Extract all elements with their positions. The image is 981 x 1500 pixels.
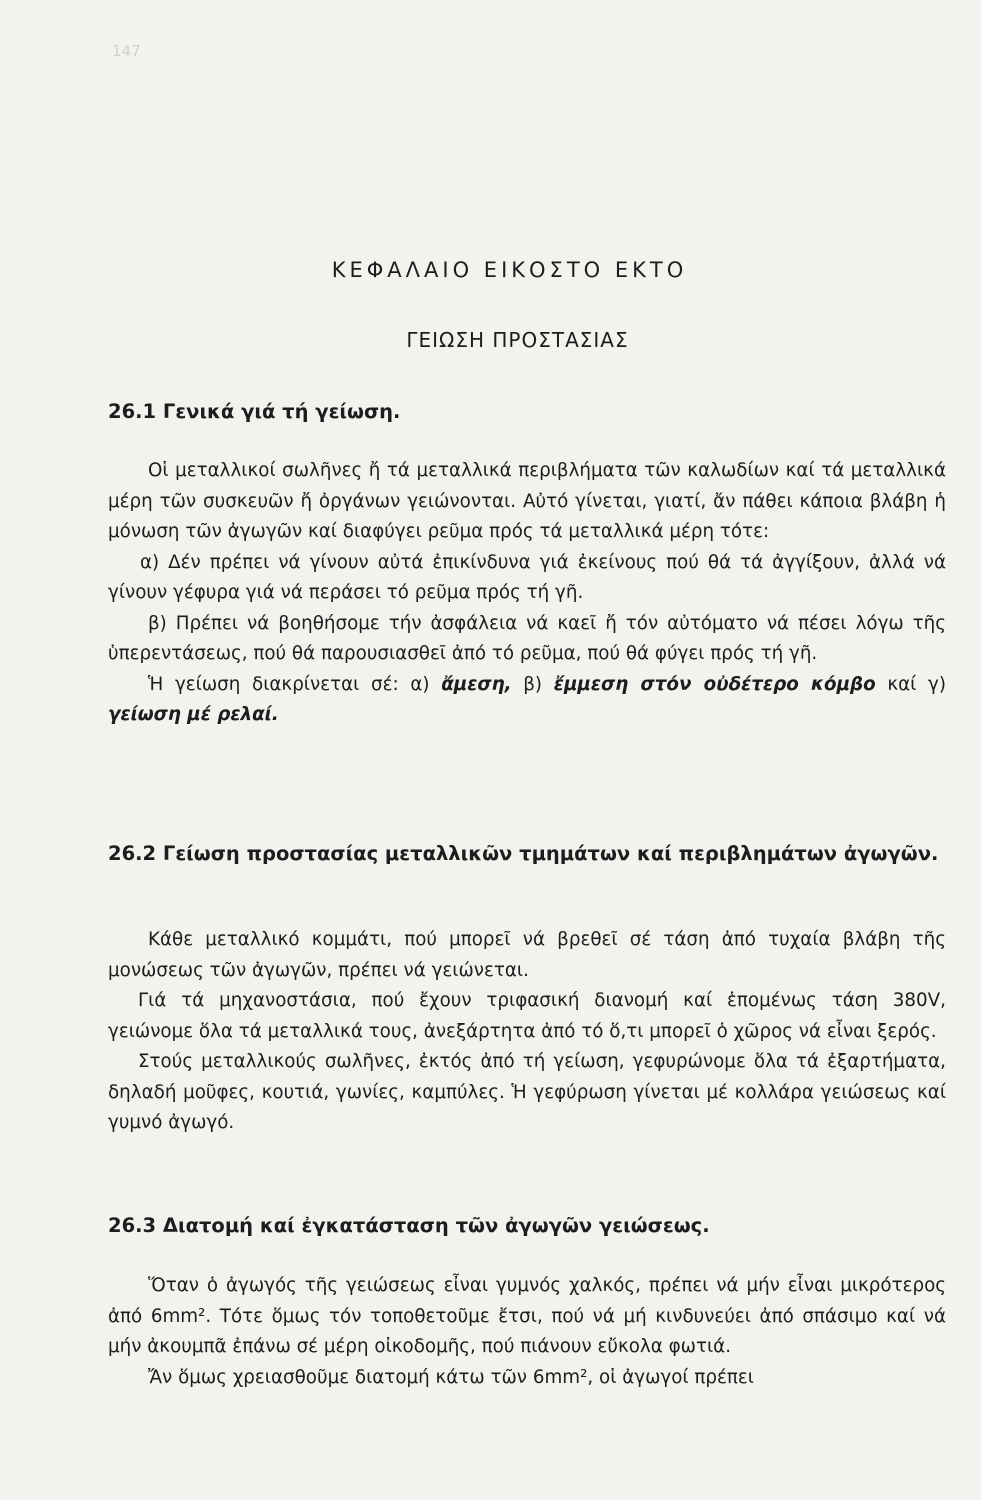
page-number: 147: [112, 42, 141, 60]
paragraph: Οἱ μεταλλικοί σωλῆνες ἤ τά μεταλλικά περιβλήματα τῶν καλωδίων καί τά μεταλλικά μέρη τῶν συσκευῶν ἤ ὀργάνων γειώνονται. Αὐτό γίνεται, γιατί, ἄν πάθει κάποια βλάβη ἡ μόνωση τῶν ἀγωγῶν καί διαφύγει ρεῦμα πρός τά μεταλλικά μέρη τότε:: [108, 460, 946, 542]
text-run: Ἡ γείωση διακρίνεται σέ: α): [148, 673, 430, 695]
section-heading-26-3: 26.3 Διατομή καί ἐγκατάσταση τῶν ἀγωγῶν γειώσεως.: [108, 1214, 710, 1237]
emphasis-indirect: ἔμμεση στόν οὐδέτερο κόμβο: [553, 673, 876, 695]
chapter-subtitle: ΓΕΙΩΣΗ ΠΡΟΣΤΑΣΙΑΣ: [406, 328, 629, 352]
emphasis-direct: ἄμεση,: [441, 673, 512, 695]
paragraph-grounding-types: [108, 670, 946, 731]
section-26-1-body: [108, 456, 946, 731]
paragraph: Γιά τά μηχανοστάσια, πού ἔχουν τριφασική διανομή καί ἑπομένως τάση 380V, γειώνομε ὅλα τά μεταλλικά τους, ἀνεξάρτητα ἀπό τό ὅ,τι μπορεῖ ὁ χῶρος νά εἶναι ξερός.: [108, 990, 946, 1042]
section-26-2-body: [108, 925, 946, 1139]
paragraph: Ἄν ὅμως χρειασθοῦμε διατομή κάτω τῶν 6mm², οἱ ἀγωγοί πρέπει: [148, 1366, 754, 1388]
chapter-title: ΚΕΦΑΛΑΙΟ ΕΙΚΟΣΤΟ ΕΚΤΟ: [331, 258, 688, 282]
paragraph-item-a: α) Δέν πρέπει νά γίνουν αὐτά ἐπικίνδυνα γιά ἐκείνους πού θά τά ἀγγίξουν, ἀλλά νά γίνουν γέφυρα γιά νά περάσει τό ρεῦμα πρός τή γῆ.: [108, 551, 946, 603]
text-run: β): [523, 673, 543, 695]
text-run: καί γ): [887, 673, 947, 695]
emphasis-relay: γείωση μέ ρελαί.: [108, 704, 279, 725]
paragraph: Ὅταν ὁ ἀγωγός τῆς γειώσεως εἶναι γυμνός χαλκός, πρέπει νά μήν εἶναι μικρότερος ἀπό 6mm². Τότε ὅμως τόν τοποθετοῦμε ἔτσι, πού νά μή κινδυνεύει ἀπό σπάσιμο καί νά μήν ἀκουμπᾶ ἐπάνω σέ μέρη οἰκοδομῆς, πού πιάνουν εὔκολα φωτιά.: [108, 1275, 946, 1357]
paragraph: Στούς μεταλλικούς σωλῆνες, ἐκτός ἀπό τή γείωση, γεφυρώνομε ὅλα τά ἐξαρτήματα, δηλαδή μοῦφες, κουτιά, γωνίες, καμπύλες. Ἡ γεφύρωση γίνεται μέ κολλάρα γειώσεως καί γυμνό ἀγωγό.: [108, 1051, 946, 1133]
section-heading-26-1: 26.1 Γενικά γιά τή γείωση.: [108, 400, 401, 423]
paragraph-item-b: β) Πρέπει νά βοηθήσομε τήν ἀσφάλεια νά καεῖ ἤ τόν αὐτόματο νά πέσει λόγω τῆς ὑπερεντάσεως, πού θά παρουσιασθεῖ ἀπό τό ρεῦμα, πού θά φύγει πρός τή γῆ.: [108, 612, 946, 664]
section-26-3-body: [108, 1271, 946, 1393]
section-heading-26-2: 26.2 Γείωση προστασίας μεταλλικῶν τμημάτων καί περιβλημάτων ἀγωγῶν.: [108, 842, 939, 865]
paragraph: Κάθε μεταλλικό κομμάτι, πού μπορεῖ νά βρεθεῖ σέ τάση ἀπό τυχαία βλάβη τῆς μονώσεως τῶν ἀγωγῶν, πρέπει νά γειώνεται.: [108, 929, 946, 981]
